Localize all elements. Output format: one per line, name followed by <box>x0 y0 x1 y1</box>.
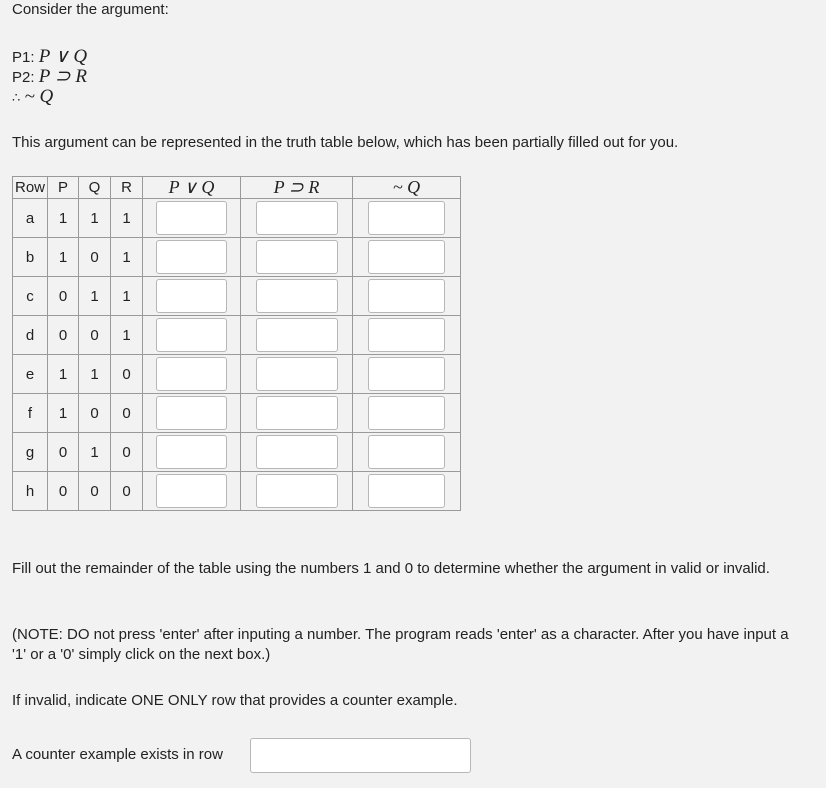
p-value-cell: 0 <box>48 316 79 355</box>
row-label-cell: e <box>13 355 48 394</box>
not-q-input[interactable] <box>368 396 445 430</box>
p-value-cell: 1 <box>48 238 79 277</box>
premise-2-formula: P ⊃ R <box>38 66 87 87</box>
p-implies-r-cell <box>241 199 353 238</box>
not-q-cell <box>353 277 461 316</box>
header-p: P <box>48 177 79 199</box>
p-or-q-cell <box>143 199 241 238</box>
conclusion-formula: ~ Q <box>24 86 54 107</box>
p-value-cell: 1 <box>48 394 79 433</box>
p-or-q-cell <box>143 394 241 433</box>
r-value-cell: 0 <box>111 394 143 433</box>
premise-1-formula: P ∨ Q <box>38 46 88 67</box>
r-value-cell: 1 <box>111 277 143 316</box>
header-r: R <box>111 177 143 199</box>
p-implies-r-cell <box>241 394 353 433</box>
premise-2-label: P2: <box>12 69 35 86</box>
q-value-cell: 0 <box>79 238 111 277</box>
not-q-cell <box>353 394 461 433</box>
r-value-cell: 0 <box>111 472 143 511</box>
p-or-q-cell <box>143 433 241 472</box>
p-or-q-input[interactable] <box>156 318 227 352</box>
counter-example-input[interactable] <box>250 738 471 773</box>
q-value-cell: 1 <box>79 433 111 472</box>
table-row <box>13 472 461 511</box>
table-row <box>13 199 461 238</box>
table-intro-text: This argument can be represented in the truth table below, which has been partially filled out for you. <box>12 134 679 151</box>
p-implies-r-cell <box>241 316 353 355</box>
p-value-cell: 1 <box>48 355 79 394</box>
p-implies-r-cell <box>241 433 353 472</box>
p-or-q-input[interactable] <box>156 357 227 391</box>
p-or-q-input[interactable] <box>156 240 227 274</box>
table-row <box>13 277 461 316</box>
premise-2 <box>12 65 87 88</box>
premise-1-label: P1: <box>12 49 35 66</box>
p-or-q-cell <box>143 277 241 316</box>
header-row: Row <box>13 177 48 199</box>
p-implies-r-input[interactable] <box>256 435 338 469</box>
p-implies-r-input[interactable] <box>256 279 338 313</box>
p-value-cell: 1 <box>48 199 79 238</box>
p-implies-r-cell <box>241 355 353 394</box>
not-q-input[interactable] <box>368 279 445 313</box>
not-q-cell <box>353 355 461 394</box>
q-value-cell: 1 <box>79 355 111 394</box>
note-text: (NOTE: DO not press 'enter' after inputing a number. The program reads 'enter' as a character. After you have input a '1' or a '0' simply click on the next box.) <box>12 626 789 663</box>
not-q-cell <box>353 433 461 472</box>
p-or-q-input[interactable] <box>156 474 227 508</box>
invalid-instruction-text: If invalid, indicate ONE ONLY row that provides a counter example. <box>12 692 458 709</box>
table-row <box>13 316 461 355</box>
p-or-q-input[interactable] <box>156 435 227 469</box>
row-label-cell: b <box>13 238 48 277</box>
header-p-or-q: P ∨ Q <box>143 177 241 199</box>
not-q-input[interactable] <box>368 201 445 235</box>
instruction-text: Fill out the remainder of the table using the numbers 1 and 0 to determine whether the argument in valid or invalid. <box>12 560 770 577</box>
q-value-cell: 0 <box>79 472 111 511</box>
r-value-cell: 0 <box>111 433 143 472</box>
p-implies-r-input[interactable] <box>256 474 338 508</box>
row-label-cell: f <box>13 394 48 433</box>
p-implies-r-input[interactable] <box>256 396 338 430</box>
r-value-cell: 0 <box>111 355 143 394</box>
p-or-q-input[interactable] <box>156 396 227 430</box>
not-q-cell <box>353 199 461 238</box>
p-or-q-input[interactable] <box>156 201 227 235</box>
p-or-q-cell <box>143 238 241 277</box>
p-implies-r-cell <box>241 472 353 511</box>
not-q-input[interactable] <box>368 240 445 274</box>
q-value-cell: 0 <box>79 316 111 355</box>
p-implies-r-input[interactable] <box>256 318 338 352</box>
q-value-cell: 1 <box>79 277 111 316</box>
truth-table <box>12 176 461 511</box>
p-value-cell: 0 <box>48 433 79 472</box>
not-q-cell <box>353 238 461 277</box>
not-q-input[interactable] <box>368 435 445 469</box>
p-implies-r-cell <box>241 277 353 316</box>
p-or-q-input[interactable] <box>156 279 227 313</box>
therefore-symbol: ∴ <box>12 90 21 105</box>
not-q-input[interactable] <box>368 318 445 352</box>
r-value-cell: 1 <box>111 199 143 238</box>
table-row <box>13 394 461 433</box>
conclusion <box>12 86 53 108</box>
r-value-cell: 1 <box>111 316 143 355</box>
p-value-cell: 0 <box>48 472 79 511</box>
p-implies-r-cell <box>241 238 353 277</box>
row-label-cell: h <box>13 472 48 511</box>
p-or-q-cell <box>143 355 241 394</box>
not-q-cell <box>353 316 461 355</box>
r-value-cell: 1 <box>111 238 143 277</box>
intro-text: Consider the argument: <box>12 1 169 18</box>
table-header-row <box>13 177 461 199</box>
header-p-implies-r: P ⊃ R <box>241 177 353 199</box>
row-label-cell: c <box>13 277 48 316</box>
row-label-cell: a <box>13 199 48 238</box>
p-implies-r-input[interactable] <box>256 201 338 235</box>
p-implies-r-input[interactable] <box>256 240 338 274</box>
not-q-input[interactable] <box>368 357 445 391</box>
table-row <box>13 433 461 472</box>
not-q-input[interactable] <box>368 474 445 508</box>
header-q: Q <box>79 177 111 199</box>
q-value-cell: 0 <box>79 394 111 433</box>
p-or-q-cell <box>143 316 241 355</box>
not-q-cell <box>353 472 461 511</box>
row-label-cell: d <box>13 316 48 355</box>
p-value-cell: 0 <box>48 277 79 316</box>
p-implies-r-input[interactable] <box>256 357 338 391</box>
table-row <box>13 238 461 277</box>
p-or-q-cell <box>143 472 241 511</box>
row-label-cell: g <box>13 433 48 472</box>
table-row <box>13 355 461 394</box>
q-value-cell: 1 <box>79 199 111 238</box>
header-not-q: ~ Q <box>353 177 461 199</box>
counter-example-label: A counter example exists in row <box>12 746 223 763</box>
